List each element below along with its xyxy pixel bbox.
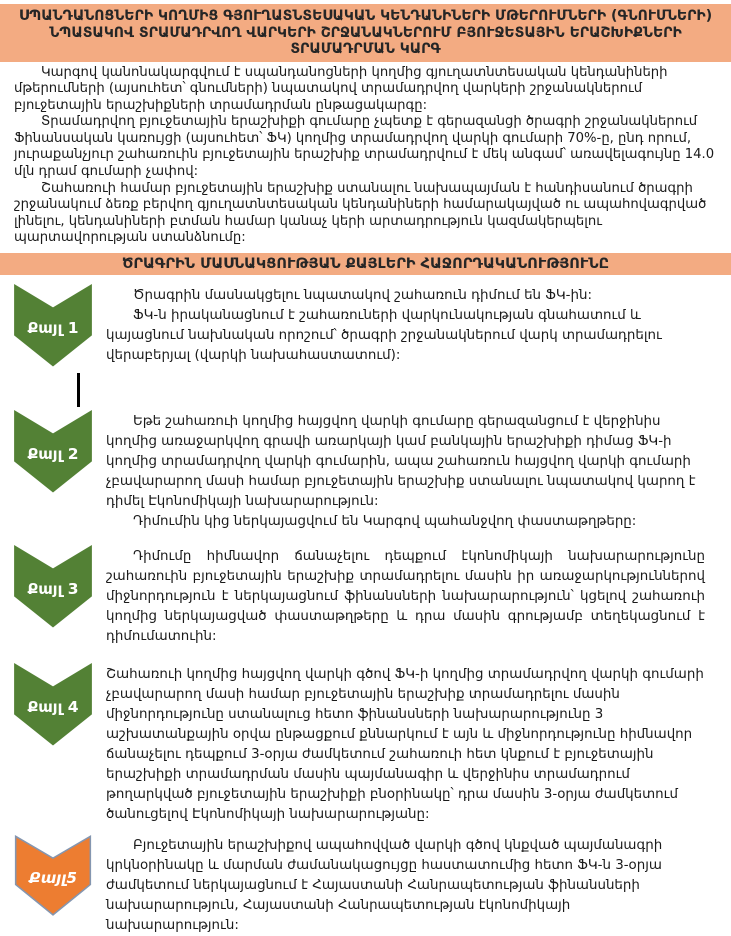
step-paragraph: Շահառուի կողմից հայցվող վարկի գծով ՖԿ-ի կողմից տրամադրվող վարկի գումարի չբավարարող մասի համար բյուջետային երաշխիք տրամադրելու մասին միջնորդությունը ստանալուց հետո ֆինանսների նախարարությունը 3 աշխատանքային օրվա ընթացքում քննարկում է այն և միջնորդությունը հիմնավոր ճանաչելու դեպքում 3-օրյա ժամկետում շահառուի հետ կնքում է բյուջետային երաշխիքի տրամադրման մասին պայմանագիր և վերջինիս տրամադրում թողարկված բյուջետային երաշխիքի բնօրինակը՝ դրա մասին 3-օրյա ժամկետում ծանուցելով Էկոնոմիկայի նախարարությանը: — [106, 667, 704, 823]
step-row-4 — [14, 663, 705, 825]
step-label: Քայլ 4 — [27, 698, 79, 717]
step-5-chevron-down-icon — [14, 834, 92, 918]
step-paragraph: Դիմումին կից ներկայացվում են Կարգով պահանջվող փաստաթղթերը: — [133, 514, 637, 530]
step-label: Քայլ 3 — [27, 580, 79, 599]
steps-list — [0, 284, 731, 936]
intro-paragraph: Շահառուի համար բյուջետային երաշխիք ստանալու նախապայման է հանդիսանում ծրագրի շրջանակում ձեռք բերվող գյուղատնտեսական կենդանիների համարակայված ու ապահովագրված լինելու, կենդանիների բտման համար կանաչ կերի արտադրություն կազմակերպելու պարտավորության ստանձնումը: — [14, 180, 707, 246]
step-1-chevron-down-icon — [14, 284, 92, 368]
step-text — [106, 834, 705, 936]
step-paragraph: Դիմումը հիմնավոր ճանաչելու դեպքում էկոնոմիկայի նախարարությունը շահառուին բյուջետային երաշխիք տրամադրելու մասին իր առաջարկություններով միջնորդություն է ներկայացնում ֆինանսների նախարարություն՝ կցելով շահառուի կողմից ներկայացված փաստաթղթերը և դրա մասին գրությամբ տեղեկացնում է դիմումատուին: — [106, 549, 705, 645]
step-label: Քայլ 2 — [27, 445, 79, 464]
step-paragraph: ՖԿ-ն իրականացնում է շահառուների վարկունակության գնահատում և կայացնում նախնական որոշում՝ ծրագրի շրջանակներում վարկ տրամադրելու վերաբերյալ (վարկի նախահաստատում): — [106, 308, 662, 364]
step-row-1 — [14, 284, 705, 368]
intro-paragraph: Տրամադրվող բյուջետային երաշխիքի գումարը չպետք է գերազանցի ծրագրի շրջանակներում Ֆինանսական կառույցի (այսուհետ՝ ՖԿ) կողմից տրամադրվող վարկի գումարի 70%-ը, ընդ որում, յուրաքանչյուր շահառուին բյուջետային երաշխիք տրամադրվում է մեկ անգամ՝ առավելագույնը 14.0 մլն դրամ գումարի չափով: — [14, 114, 715, 180]
step-text — [106, 545, 705, 647]
step-label: Քայլ5 — [28, 869, 77, 888]
section-header: ԾՐԱԳՐԻՆ ՄԱՍՆԱԿՑՈՒԹՅԱՆ ՔԱՅԼԵՐԻ ՀԱՋՈՐԴԱԿԱՆՈՒԹՅՈՒՆԸ — [0, 253, 731, 275]
step-row-2 — [14, 410, 705, 532]
step-label: Քայլ 1 — [27, 319, 79, 338]
step-text — [106, 663, 705, 825]
step-row-3 — [14, 545, 705, 647]
step-text — [106, 284, 705, 366]
intro-section — [0, 62, 731, 248]
step-2-chevron-down-icon — [14, 410, 92, 494]
step-4-chevron-down-icon — [14, 663, 92, 747]
step-paragraph: Եթե շահառուի կողմից հայցվող վարկի գումարը գերազանցում է վերջինիս կողմից առաջարկվող գրավի առարկայի կամ բանկային երաշխիքի դիմաց ՖԿ-ի կողմից տրամադրվող վարկի գումարին, ապա շահառուն հայցվող վարկի գումարի չբավարարող մասի համար բյուջետային երաշխիք ստանալու նպատակով կարող է դիմել Էկոնոմիկայի նախարարություն: — [106, 414, 696, 510]
step-text — [106, 410, 705, 532]
step-row-5 — [14, 834, 705, 936]
step-3-chevron-down-icon — [14, 545, 92, 629]
intro-paragraph: Կարգով կանոնակարգվում է սպանդանոցների կողմից գյուղատնտեսական կենդանիների մթերումների (այսուհետ՝ գնումների) նպատակով տրամադրվող վարկերի շրջանակներում բյուջետային երաշխիքների տրամադրման ընթացակարգը: — [14, 64, 668, 113]
step-paragraph: Ծրագրին մասնակցելու նպատակով շահառուն դիմում են ՖԿ-ին: — [133, 288, 593, 304]
step-paragraph: Բյուջետային երաշխիքով ապահովված վարկի գծով կնքված պայմանագրի կրկնօրինակը և մարման ժամանակացույցը հաստատումից հետո ՖԿ-ն 3-օրյա ժամկետում ներկայացնում է Հայաստանի Հանրապետության ֆինանսների նախարարություն, Հայաստանի Հանրապետության էկոնոմիկայի նախարարություն: — [106, 838, 663, 934]
text-cursor — [77, 373, 80, 407]
document-title: ՍՊԱՆԴԱՆՈՑՆԵՐԻ ԿՈՂՄԻՑ ԳՅՈՒՂԱՏՆՏԵՍԱԿԱՆ ԿԵՆԴԱՆԻՆԵՐԻ ՄԹԵՐՈՒՄՆԵՐԻ (ԳՆՈՒՄՆԵՐԻ) ՆՊԱՏԱԿՈՎ ՏՐԱՄԱԴՐՎՈՂ ՎԱՐԿԵՐԻ ՇՐՋԱՆԱԿՆԵՐՈՒՄ ԲՅՈՒՋԵՏԱՅԻՆ ԵՐԱՇԽԻՔՆԵՐԻ ՏՐԱՄԱԴՐՄԱՆ ԿԱՐԳ — [0, 4, 731, 62]
